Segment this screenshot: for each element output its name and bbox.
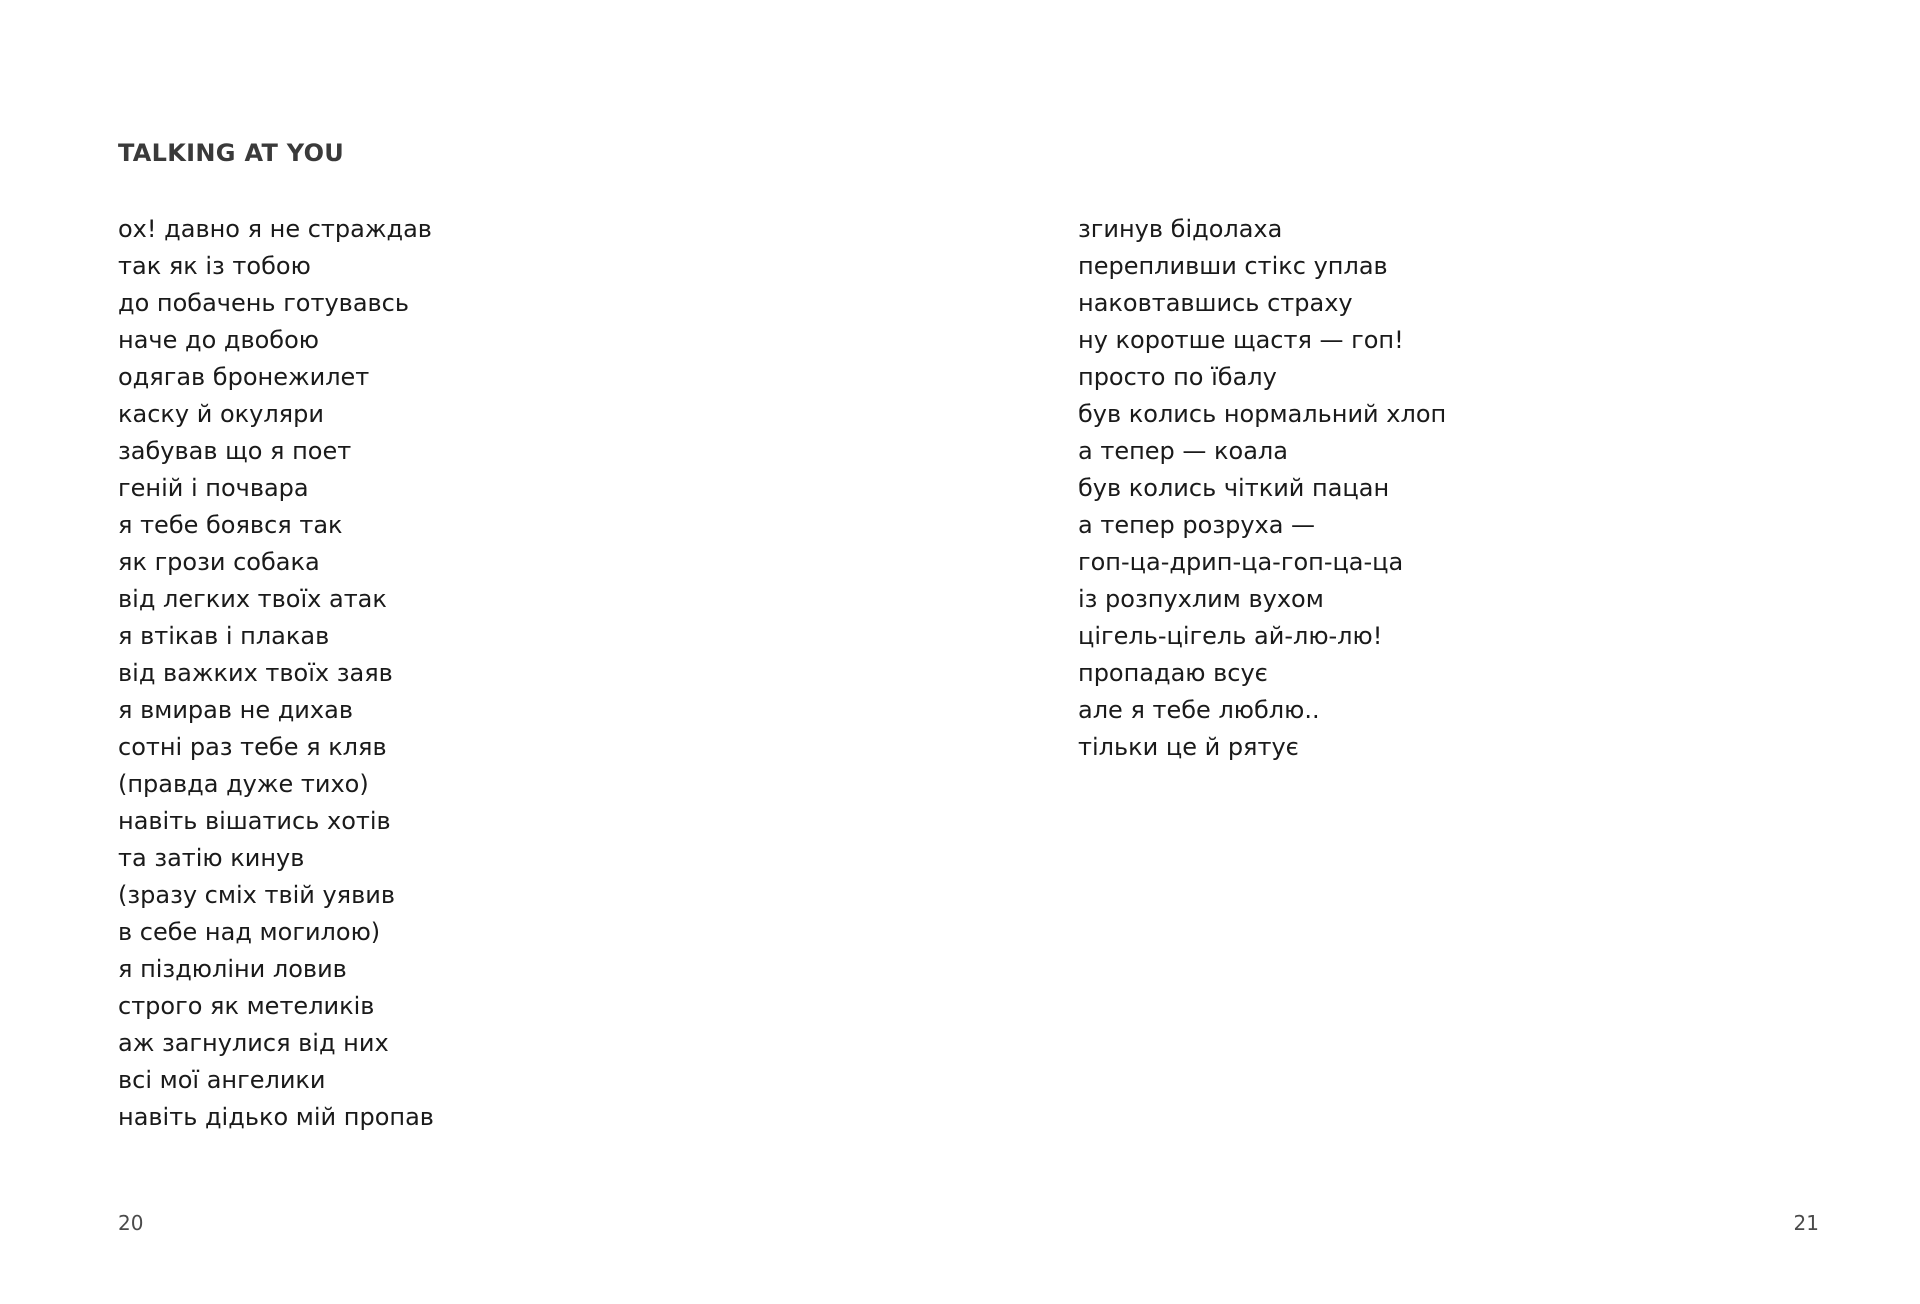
page-number-right: 21 bbox=[1793, 1211, 1819, 1235]
right-page-verse bbox=[1078, 211, 1446, 766]
verse-line: я тебе боявся так bbox=[118, 511, 343, 539]
verse-line: із розпухлим вухом bbox=[1078, 585, 1324, 613]
verse-line: я втікав і плакав bbox=[118, 622, 330, 650]
verse-line: перепливши стікс уплав bbox=[1078, 252, 1388, 280]
verse-line: тільки це й рятує bbox=[1078, 733, 1299, 761]
verse-line: наковтавшись страху bbox=[1078, 289, 1353, 317]
verse-line: згинув бідолаха bbox=[1078, 215, 1283, 243]
verse-line: каску й окуляри bbox=[118, 400, 324, 428]
verse-line: навіть дідько мій пропав bbox=[118, 1103, 434, 1131]
verse-line: наче до двобою bbox=[118, 326, 319, 354]
verse-line: цігель-цігель ай-лю-лю! bbox=[1078, 622, 1383, 650]
verse-line: одягав бронежилет bbox=[118, 363, 370, 391]
verse-line: в себе над могилою) bbox=[118, 918, 381, 946]
verse-line: аж загнулися від них bbox=[118, 1029, 389, 1057]
verse-line: геній і почвара bbox=[118, 474, 309, 502]
verse-line: пропадаю всує bbox=[1078, 659, 1268, 687]
verse-line: просто по їбалу bbox=[1078, 363, 1277, 391]
verse-line: від легких твоїх атак bbox=[118, 585, 387, 613]
verse-line: до побачень готувавсь bbox=[118, 289, 410, 317]
verse-line: (зразу сміх твій уявив bbox=[118, 881, 396, 909]
verse-line: а тепер розруха — bbox=[1078, 511, 1316, 539]
verse-line: строго як метеликів bbox=[118, 992, 375, 1020]
verse-line: був колись чіткий пацан bbox=[1078, 474, 1390, 502]
verse-line: як грози собака bbox=[118, 548, 320, 576]
verse-line: я вмирав не дихав bbox=[118, 696, 353, 724]
page-number-left: 20 bbox=[118, 1211, 144, 1235]
verse-line: (правда дуже тихо) bbox=[118, 770, 369, 798]
verse-line: сотні раз тебе я кляв bbox=[118, 733, 387, 761]
right-page bbox=[960, 0, 1920, 1304]
verse-line: та затію кинув bbox=[118, 844, 305, 872]
verse-line: від важких твоїх заяв bbox=[118, 659, 393, 687]
poem-title: TALKING AT YOU bbox=[118, 139, 345, 167]
verse-line: ну коротше щастя — гоп! bbox=[1078, 326, 1404, 354]
verse-line: забував що я поет bbox=[118, 437, 352, 465]
verse-line: гоп-ца-дрип-ца-гоп-ца-ца bbox=[1078, 548, 1404, 576]
verse-line: всі мої ангелики bbox=[118, 1066, 326, 1094]
verse-line: так як із тобою bbox=[118, 252, 311, 280]
verse-line: але я тебе люблю.. bbox=[1078, 696, 1320, 724]
verse-line: ох! давно я не страждав bbox=[118, 215, 432, 243]
verse-line: навіть вішатись хотів bbox=[118, 807, 391, 835]
verse-line: а тепер — коала bbox=[1078, 437, 1288, 465]
left-page-verse bbox=[118, 211, 434, 1136]
verse-line: я піздюліни ловив bbox=[118, 955, 347, 983]
verse-line: був колись нормальний хлоп bbox=[1078, 400, 1447, 428]
